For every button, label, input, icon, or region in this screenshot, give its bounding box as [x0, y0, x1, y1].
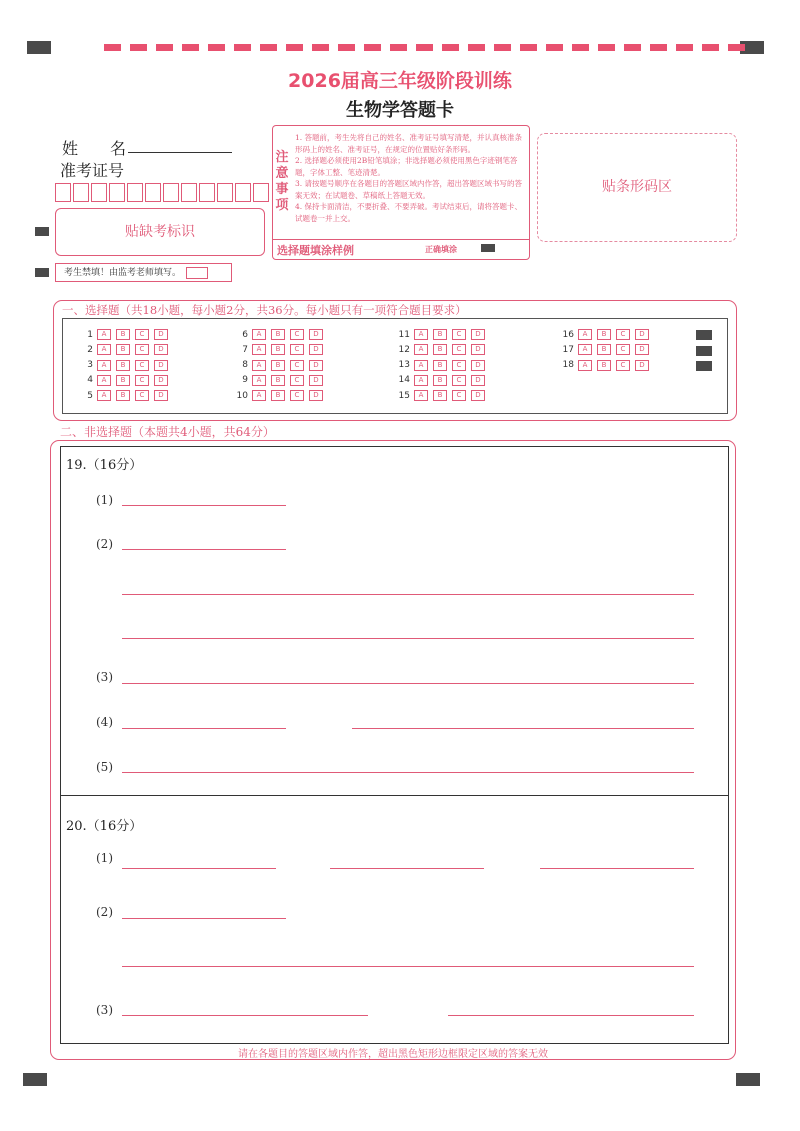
choice-option-bubble[interactable]: C [452, 360, 466, 371]
choice-option-bubble[interactable]: A [97, 390, 111, 401]
choice-question-number: 14 [398, 375, 410, 386]
barcode-sticker-area[interactable] [537, 133, 737, 242]
side-marker [35, 268, 49, 277]
choice-option-bubble[interactable]: D [154, 329, 168, 340]
timing-dash [624, 44, 641, 51]
choice-question-number: 8 [242, 360, 248, 371]
note-item: 3. 请按题号顺序在各题目的答题区域内作答，超出答题区域书写的答案无效；在试题卷、草稿纸上答题无效。 [295, 179, 523, 200]
question-19-title: 19.（16分） [66, 458, 143, 473]
choice-question-row [392, 390, 490, 401]
choice-option-bubble[interactable]: B [271, 329, 285, 340]
q19-part1-answer-line[interactable] [122, 505, 286, 506]
timing-dash [416, 44, 433, 51]
choice-question-row [556, 329, 654, 340]
choice-option-bubble[interactable]: A [414, 375, 428, 386]
proctor-fill-box[interactable] [186, 267, 208, 279]
choice-option-bubble[interactable]: D [471, 375, 485, 386]
timing-dash [260, 44, 277, 51]
choice-option-bubble[interactable]: C [290, 375, 304, 386]
choice-option-bubble[interactable]: C [135, 390, 149, 401]
timing-dash [494, 44, 511, 51]
choice-option-bubble[interactable]: A [252, 329, 266, 340]
q19-part-label: (4) [96, 715, 113, 729]
corner-marker-top-left [27, 41, 51, 54]
exam-title: 2026届高三年级阶段训练 [288, 70, 512, 92]
note-item: 2. 选择题必须使用2B铅笔填涂；非选择题必须使用黑色字迹钢笔答题，字体工整、笔迹清楚。 [295, 156, 518, 177]
choice-option-bubble[interactable]: B [271, 375, 285, 386]
choice-option-bubble[interactable]: C [290, 344, 304, 355]
choice-option-bubble[interactable]: A [414, 344, 428, 355]
missing-exam-label: 贴缺考标识 [125, 224, 195, 240]
choice-option-bubble[interactable]: A [578, 344, 592, 355]
exam-number-label: 准考证号 [60, 161, 125, 180]
choice-option-bubble[interactable]: B [433, 375, 447, 386]
choice-option-bubble[interactable]: A [252, 375, 266, 386]
choice-option-bubble[interactable]: A [252, 344, 266, 355]
q20-part-label: (3) [96, 1003, 113, 1017]
choice-option-bubble[interactable]: D [635, 360, 649, 371]
question-20-title: 20.（16分） [66, 819, 143, 834]
choice-option-bubble[interactable]: C [290, 329, 304, 340]
card-subtitle: 生物学答题卡 [346, 100, 454, 121]
choice-option-bubble[interactable]: A [97, 375, 111, 386]
q20-part1-answer-line[interactable] [122, 868, 276, 869]
answer-frame [60, 446, 729, 1044]
choice-question-row [392, 360, 490, 371]
section2-title: 二、非选择题（本题共4小题，共64分） [60, 425, 275, 439]
timing-dash [338, 44, 355, 51]
q19-part2-answer-line[interactable] [122, 594, 694, 595]
choice-question-number: 16 [562, 329, 574, 340]
fill-sample-label: 选择题填涂样例 [277, 244, 354, 257]
choice-option-bubble[interactable]: A [578, 329, 592, 340]
choice-option-bubble[interactable]: A [252, 390, 266, 401]
choice-option-bubble[interactable]: B [433, 329, 447, 340]
timing-dash [286, 44, 303, 51]
q19-part2-answer-line[interactable] [122, 638, 694, 639]
q20-part1-answer-line[interactable] [330, 868, 484, 869]
choice-option-bubble[interactable]: D [154, 390, 168, 401]
timing-dash [130, 44, 147, 51]
notes-panel [272, 125, 530, 260]
q19-part3-answer-line[interactable] [122, 683, 694, 684]
choice-question-row [230, 329, 328, 340]
timing-dash [364, 44, 381, 51]
q19-part4-answer-line[interactable] [122, 728, 286, 729]
q19-part-label: (3) [96, 670, 113, 684]
choice-option-bubble[interactable]: C [452, 375, 466, 386]
correct-fill-sample [481, 244, 495, 252]
choice-option-bubble[interactable]: A [252, 360, 266, 371]
timing-dash [234, 44, 251, 51]
notes-side-title: 注意事项 [275, 150, 289, 213]
choice-question-row [392, 329, 490, 340]
name-field[interactable] [128, 152, 232, 153]
choice-option-bubble[interactable]: D [471, 329, 485, 340]
choice-timing-mark [696, 346, 712, 356]
question-divider [60, 795, 728, 796]
choice-question-number: 2 [87, 344, 93, 355]
choice-question-row [230, 360, 328, 371]
choice-question-number: 1 [87, 329, 93, 340]
timing-dash [520, 44, 537, 51]
choice-option-bubble[interactable]: D [309, 329, 323, 340]
choice-question-row [75, 344, 173, 355]
timing-dash [182, 44, 199, 51]
choice-option-bubble[interactable]: D [471, 360, 485, 371]
footer-warning: 请在各题目的答题区域内作答，超出黑色矩形边框限定区域的答案无效 [238, 1049, 548, 1060]
choice-question-row [392, 344, 490, 355]
no-fill-text: 考生禁填！由监考老师填写。 [64, 268, 182, 278]
choice-option-bubble[interactable]: A [414, 329, 428, 340]
choice-option-bubble[interactable]: D [635, 344, 649, 355]
timing-dash [312, 44, 329, 51]
choice-question-number: 15 [398, 390, 410, 401]
choice-question-number: 7 [242, 344, 248, 355]
choice-question-number: 10 [236, 390, 248, 401]
choice-option-bubble[interactable]: C [452, 390, 466, 401]
timing-dash [728, 44, 745, 51]
corner-marker-bottom-left [23, 1073, 47, 1086]
note-item: 1. 答题前，考生先将自己的姓名、准考证号填写清楚，并认真核准条形码上的姓名、准考证号，在规定的位置贴好条形码。 [295, 133, 523, 154]
choice-question-number: 4 [87, 375, 93, 386]
choice-option-bubble[interactable]: B [271, 360, 285, 371]
choice-question-row [230, 344, 328, 355]
choice-question-row [556, 344, 654, 355]
choice-option-bubble[interactable]: D [471, 344, 485, 355]
choice-question-number: 17 [562, 344, 574, 355]
q20-part3-answer-line[interactable] [122, 1015, 368, 1016]
choice-question-number: 5 [87, 390, 93, 401]
corner-marker-bottom-right [736, 1073, 760, 1086]
choice-question-row [75, 329, 173, 340]
choice-question-number: 18 [562, 360, 574, 371]
choice-option-bubble[interactable]: B [433, 344, 447, 355]
choice-option-bubble[interactable]: A [578, 360, 592, 371]
choice-option-bubble[interactable]: B [116, 375, 130, 386]
q19-part5-answer-line[interactable] [122, 772, 694, 773]
choice-option-bubble[interactable]: D [309, 360, 323, 371]
choice-option-bubble[interactable]: D [154, 375, 168, 386]
choice-question-number: 13 [398, 360, 410, 371]
choice-option-bubble[interactable]: D [309, 375, 323, 386]
choice-option-bubble[interactable]: A [97, 344, 111, 355]
side-marker [35, 227, 49, 236]
q19-part2-answer-line[interactable] [122, 549, 286, 550]
choice-question-row [392, 375, 490, 386]
note-item: 4. 保持卡面清洁，不要折叠、不要弄破。考试结束后，请将答题卡、试题卷一并上交。 [295, 202, 523, 223]
choice-question-row [230, 375, 328, 386]
choice-option-bubble[interactable]: B [116, 329, 130, 340]
choice-option-bubble[interactable]: C [135, 375, 149, 386]
choice-question-number: 3 [87, 360, 93, 371]
choice-question-number: 11 [398, 329, 410, 340]
timing-dash [546, 44, 563, 51]
choice-option-bubble[interactable]: C [616, 360, 630, 371]
timing-dash [468, 44, 485, 51]
choice-option-bubble[interactable]: B [433, 390, 447, 401]
choice-option-bubble[interactable]: C [616, 344, 630, 355]
choice-option-bubble[interactable]: A [97, 360, 111, 371]
timing-dash [676, 44, 693, 51]
notes-list [295, 132, 523, 224]
choice-option-bubble[interactable]: B [433, 360, 447, 371]
choice-option-bubble[interactable]: A [97, 329, 111, 340]
choice-option-bubble[interactable]: B [116, 360, 130, 371]
choice-question-number: 9 [242, 375, 248, 386]
timing-dash [390, 44, 407, 51]
choice-option-bubble[interactable]: C [452, 329, 466, 340]
choice-question-row [75, 360, 173, 371]
choice-option-bubble[interactable]: C [135, 329, 149, 340]
choice-option-bubble[interactable]: B [116, 344, 130, 355]
timing-dash [156, 44, 173, 51]
timing-dash [702, 44, 719, 51]
q20-part2-answer-line[interactable] [122, 918, 286, 919]
choice-timing-mark [696, 361, 712, 371]
choice-option-bubble[interactable]: C [290, 390, 304, 401]
choice-question-row [230, 390, 328, 401]
choice-option-bubble[interactable]: B [597, 329, 611, 340]
choice-option-bubble[interactable]: B [271, 344, 285, 355]
q19-part-label: (5) [96, 760, 113, 774]
choice-option-bubble[interactable]: B [116, 390, 130, 401]
q19-part-label: (2) [96, 537, 113, 551]
q19-part-label: (1) [96, 493, 113, 507]
correct-fill-label: 正确填涂 [425, 245, 457, 254]
timing-dash [442, 44, 459, 51]
timing-dash [104, 44, 121, 51]
choice-option-bubble[interactable]: C [290, 360, 304, 371]
section1-title: 一、选择题（共18小题，每小题2分，共36分。每小题只有一项符合题目要求） [62, 303, 467, 317]
choice-option-bubble[interactable]: C [135, 360, 149, 371]
q20-part2-answer-line[interactable] [122, 966, 694, 967]
choice-option-bubble[interactable]: D [471, 390, 485, 401]
notes-divider [273, 239, 529, 240]
q20-part-label: (2) [96, 905, 113, 919]
choice-option-bubble[interactable]: D [309, 344, 323, 355]
choice-question-row [556, 360, 654, 371]
choice-option-bubble[interactable]: C [616, 329, 630, 340]
choice-option-bubble[interactable]: A [414, 360, 428, 371]
q20-part-label: (1) [96, 851, 113, 865]
choice-option-bubble[interactable]: B [271, 390, 285, 401]
choice-option-bubble[interactable]: B [597, 360, 611, 371]
no-fill-notice [55, 263, 232, 282]
choice-question-number: 12 [398, 344, 410, 355]
choice-option-bubble[interactable]: D [154, 344, 168, 355]
choice-option-bubble[interactable]: D [635, 329, 649, 340]
timing-dash [598, 44, 615, 51]
choice-question-number: 6 [242, 329, 248, 340]
choice-option-bubble[interactable]: C [135, 344, 149, 355]
choice-option-bubble[interactable]: C [452, 344, 466, 355]
timing-dash [208, 44, 225, 51]
choice-timing-mark [696, 330, 712, 340]
choice-option-bubble[interactable]: A [414, 390, 428, 401]
q20-part3-answer-line[interactable] [448, 1015, 694, 1016]
missing-exam-sticker-area[interactable] [55, 208, 265, 256]
name-label: 姓 名 [62, 139, 127, 158]
choice-question-row [75, 390, 173, 401]
barcode-label: 贴条形码区 [602, 179, 672, 195]
choice-option-bubble[interactable]: D [309, 390, 323, 401]
choice-option-bubble[interactable]: B [597, 344, 611, 355]
choice-question-row [75, 375, 173, 386]
q19-part4-answer-line[interactable] [352, 728, 694, 729]
choice-option-bubble[interactable]: D [154, 360, 168, 371]
q20-part1-answer-line[interactable] [540, 868, 694, 869]
timing-dash [650, 44, 667, 51]
timing-dash [572, 44, 589, 51]
exam-number-boxes[interactable] [55, 183, 271, 206]
